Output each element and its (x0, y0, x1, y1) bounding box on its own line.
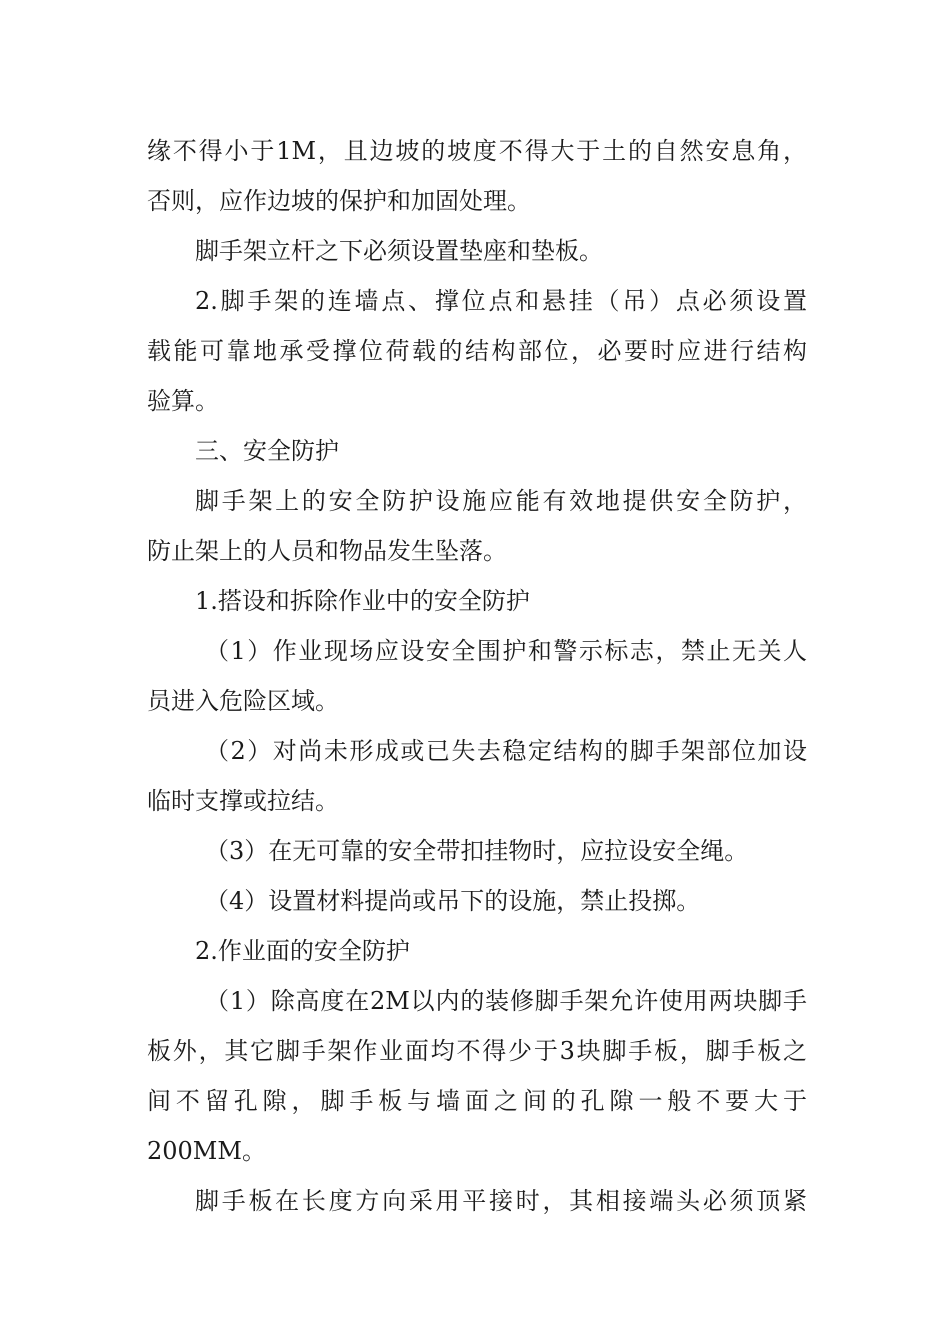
text-line: 防止架上的人员和物品发生坠落。 (147, 537, 507, 565)
text-line: 脚手架立杆之下必须设置垫座和垫板。 (195, 237, 603, 265)
text-line: 2.脚手架的连墙点、撑位点和悬挂（吊）点必须设置 (195, 287, 807, 315)
text-line: （1）作业现场应设安全围护和警示标志，禁止无关人 (205, 637, 807, 665)
text-line: （1）除高度在2M以内的装修脚手架允许使用两块脚手 (205, 987, 807, 1015)
subsection-heading: 1.搭设和拆除作业中的安全防护 (195, 587, 530, 615)
text-line: （4）设置材料提尚或吊下的设施，禁止投掷。 (205, 887, 701, 915)
text-line: 脚手板在长度方向采用平接时，其相接端头必须顶紧 (195, 1187, 807, 1215)
document-body (147, 126, 807, 1226)
text-line: 员进入危险区域。 (147, 687, 339, 715)
text-line: 间不留孔隙，脚手板与墙面之间的孔隙一般不要大于 (147, 1087, 807, 1115)
text-line: 板外，其它脚手架作业面均不得少于3块脚手板，脚手板之 (147, 1037, 807, 1065)
text-line: 脚手架上的安全防护设施应能有效地提供安全防护， (195, 487, 807, 515)
text-line: 临时支撑或拉结。 (147, 787, 339, 815)
text-line: 载能可靠地承受撑位荷载的结构部位，必要时应进行结构 (147, 337, 807, 365)
text-line: 200MM。 (147, 1137, 266, 1165)
text-line: （2）对尚未形成或已失去稳定结构的脚手架部位加设 (205, 737, 807, 765)
text-line: 验算。 (147, 387, 219, 415)
subsection-heading: 2.作业面的安全防护 (195, 937, 410, 965)
text-line: 缘不得小于1M，且边坡的坡度不得大于土的自然安息角， (147, 137, 807, 165)
text-line: （3）在无可靠的安全带扣挂物时，应拉设安全绳。 (205, 837, 749, 865)
section-heading: 三、安全防护 (195, 437, 339, 465)
text-line: 否则，应作边坡的保护和加固处理。 (147, 187, 531, 215)
